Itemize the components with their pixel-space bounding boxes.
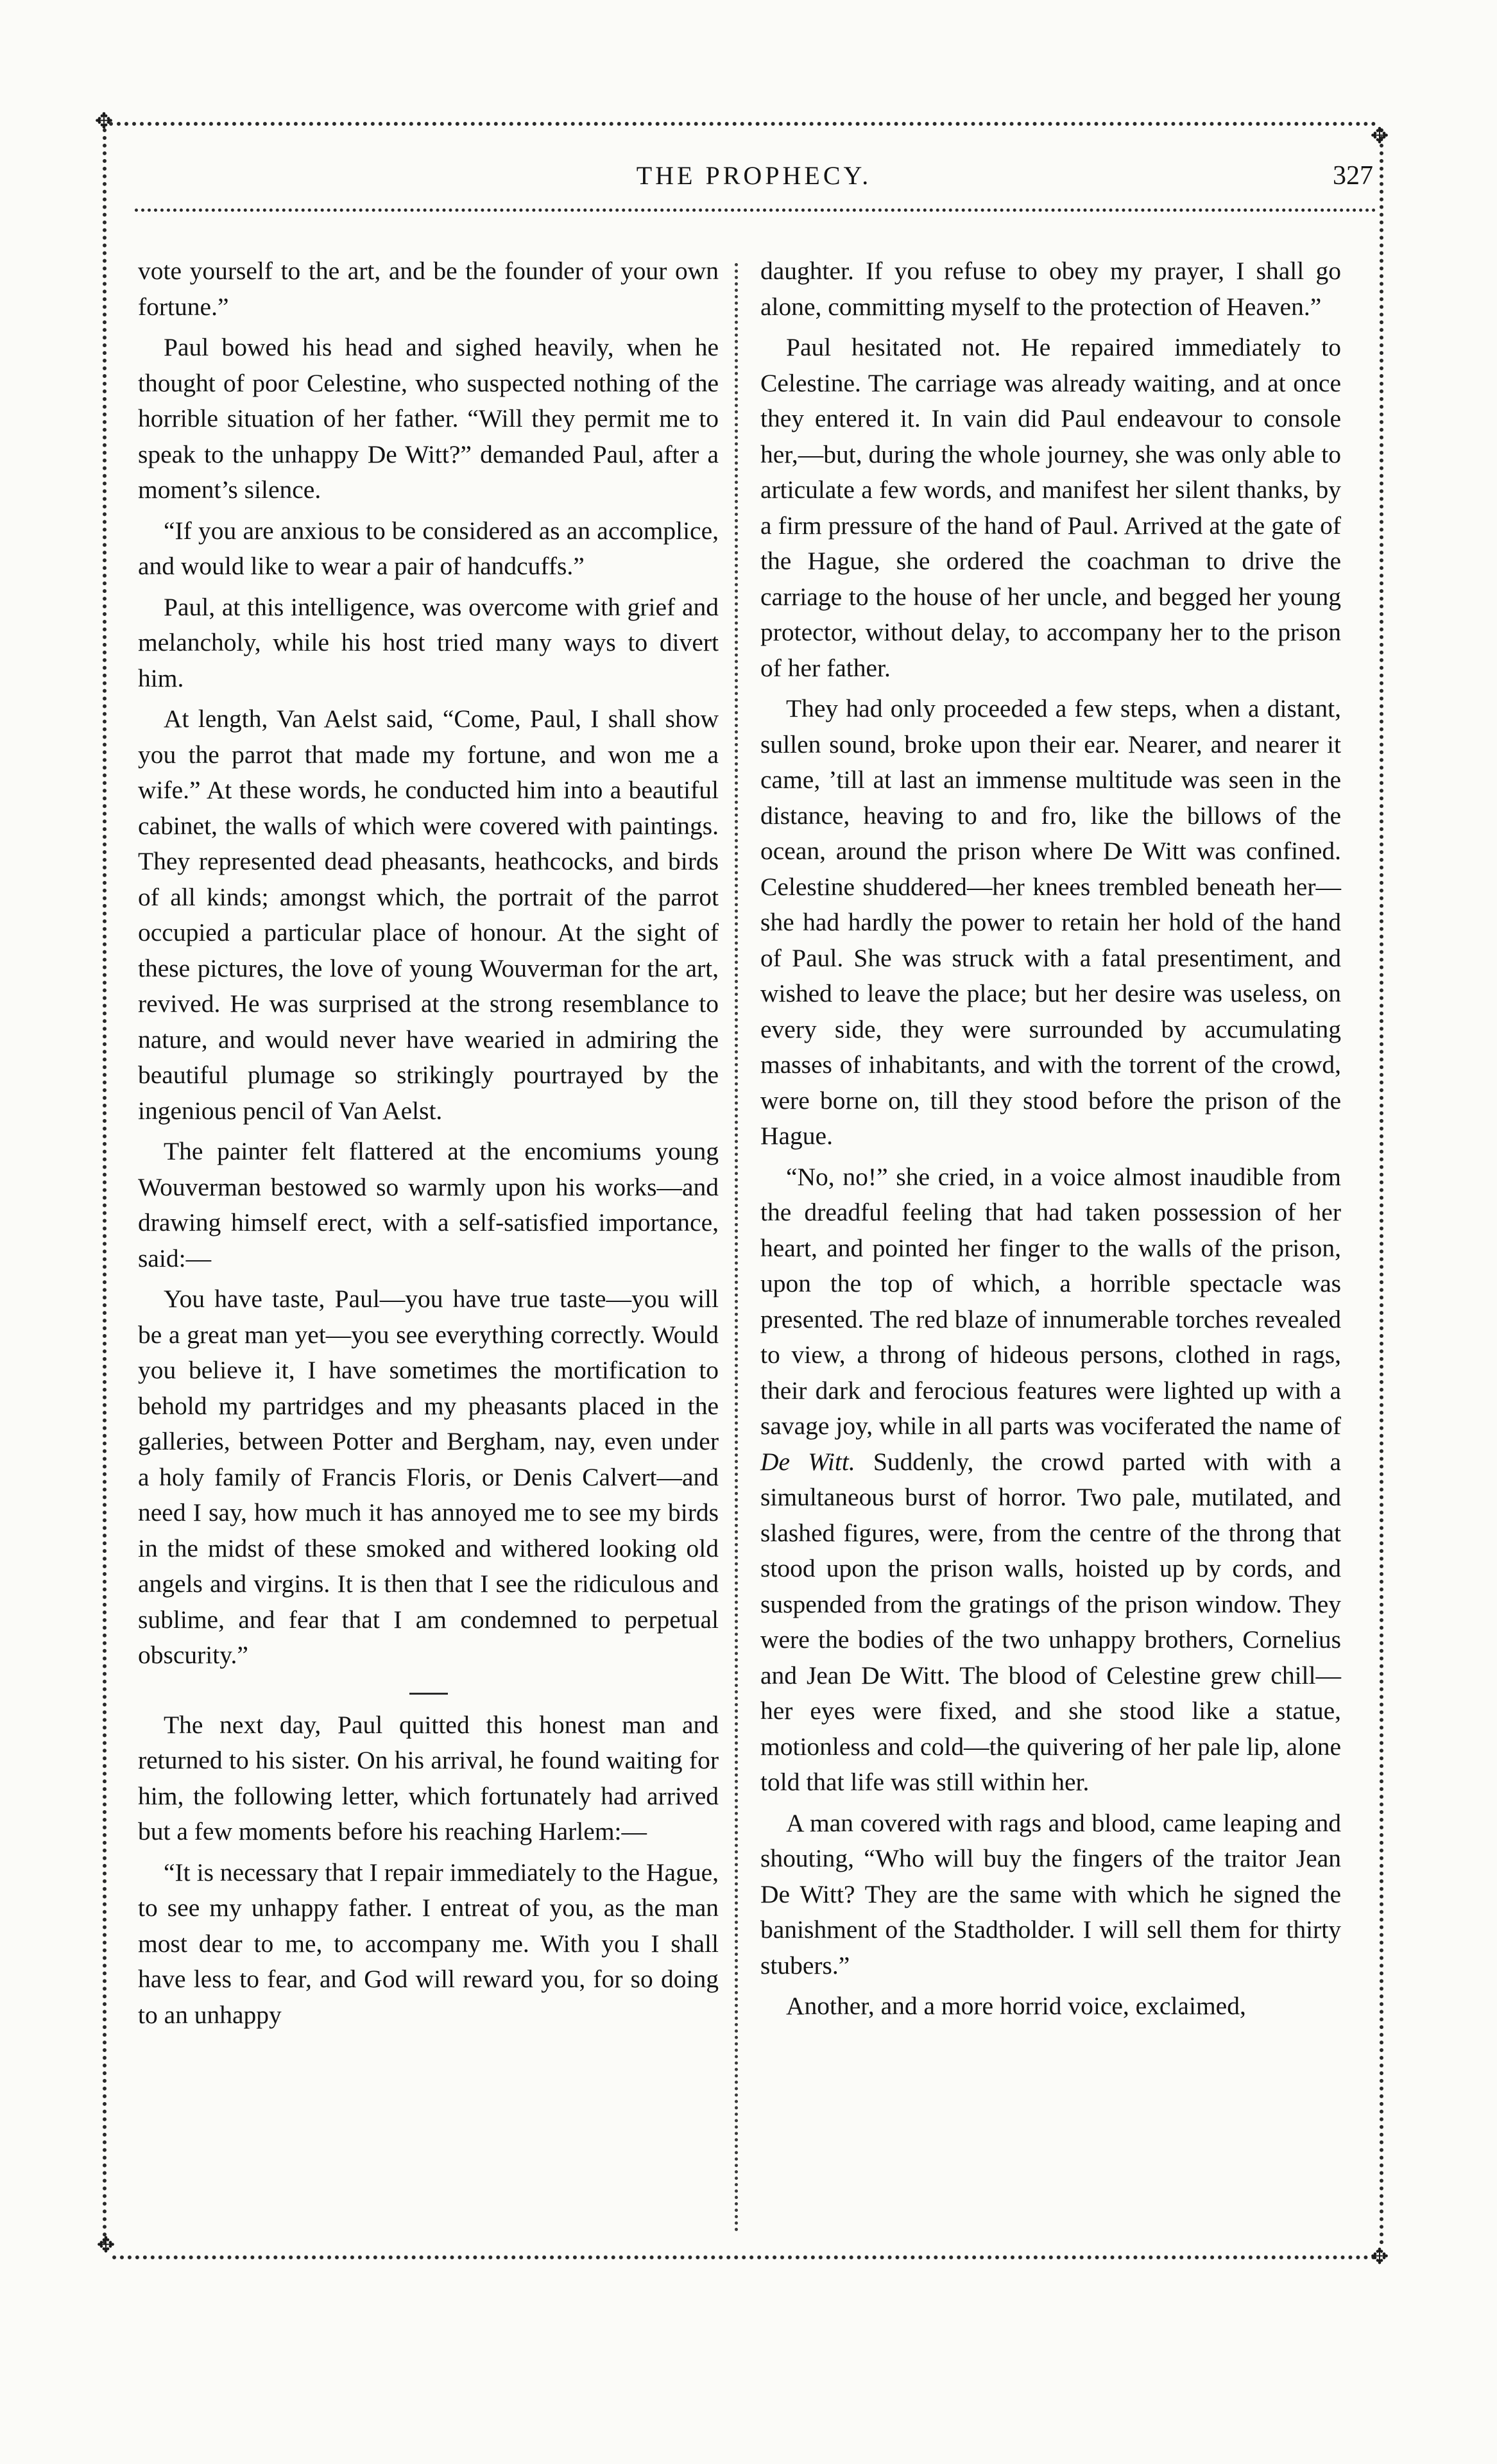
left-border-rule bbox=[103, 128, 107, 2246]
corner-ornament-icon: ✥ bbox=[94, 108, 114, 134]
corner-ornament-icon: ✥ bbox=[1370, 2244, 1389, 2270]
section-separator bbox=[409, 1693, 448, 1695]
paragraph: A man covered with rags and blood, came leaping and shouting, “Who will buy the fingers of the traitor Jean De Witt? They are the same with which he signed the banishment of the Stadtholder. I will sell them for thirty stubers.” bbox=[760, 1808, 1341, 1980]
column-divider bbox=[735, 263, 738, 2233]
paragraph-text: “No, no!” she cried, in a voice almost inaudible from the dreadful feeling that had taken possession of her heart, and pointed her finger to the walls of the prison, upon the top of which, a horrible spectacle was presented. The red blaze of innumerable torches revealed to view, a throng of hideous persons, clothed in rags, their dark and ferocious features were lighted up with a savage joy, while in all parts was vociferated the name of bbox=[760, 1162, 1341, 1440]
paragraph: Another, and a more horrid voice, exclaimed, bbox=[786, 1992, 1246, 2020]
paragraph: Paul, at this intelligence, was overcome with grief and melancholy, while his host tried many ways to divert him. bbox=[138, 592, 719, 692]
paragraph: The next day, Paul quitted this honest man and returned to his sister. On his arrival, he found waiting for him, the following letter, which fortunately had arrived but a few moments before his reaching Harlem:— bbox=[138, 1710, 719, 1845]
paragraph: You have taste, Paul—you have true taste—you will be a great man yet—you see everything correctly. Would you believe it, I have sometimes the mortification to behold my partridges and my pheasants placed in the galleries, between Potter and Bergham, nay, even under a holy family of Francis Floris, or Denis Calvert—and need I say, how much it has annoyed me to see my birds in the midst of these smoked and withered looking old angels and virgins. It is then that I see the ridiculous and sublime, and fear that I am condemned to perpetual obscurity.” bbox=[138, 1285, 719, 1669]
bottom-border-rule bbox=[112, 2255, 1376, 2259]
paragraph: Paul hesitated not. He repaired immediately to Celestine. The carriage was already waiting, and at once they entered it. In vain did Paul endeavour to console her,—but, during the whole journey, she was only able to articulate a few words, and manifest her silent thanks, by a firm pressure of the hand of Paul. Arrived at the gate of the Hague, she ordered the coachman to drive the carriage to the house of her uncle, and begged her young protector, without delay, to accompany her to the prison of her father. bbox=[760, 333, 1341, 682]
page-title: THE PROPHECY. bbox=[636, 161, 872, 190]
paragraph: vote yourself to the art, and be the founder of your own fortune.” bbox=[138, 257, 719, 321]
right-border-rule bbox=[1380, 128, 1383, 2246]
corner-ornament-icon: ✥ bbox=[96, 2232, 115, 2258]
paragraph: The painter felt flattered at the encomiums young Wouverman bestowed so warmly upon his works—and drawing himself erect, with a self-satisfied importance, said:— bbox=[138, 1137, 719, 1272]
letter-paragraph: “It is necessary that I repair immediately to the Hague, to see my unhappy father. I entreat of you, as the man most dear to me, to accompany me. With you I shall have less to fear, and God will reward you, for so doing to an unhappy bbox=[138, 1858, 719, 2029]
paragraph: Paul bowed his head and sighed heavily, when he thought of poor Celestine, who suspected nothing of the horrible situation of her father. “Will they permit me to speak to the unhappy De Witt?” demanded Paul, after a moment’s silence. bbox=[138, 333, 719, 504]
paragraph: “If you are anxious to be considered as an accomplice, and would like to wear a pair of handcuffs.” bbox=[138, 516, 719, 580]
corner-ornament-icon: ✥ bbox=[1370, 123, 1389, 149]
running-head bbox=[128, 160, 1380, 205]
header-rule bbox=[135, 209, 1376, 212]
right-column bbox=[760, 253, 1341, 2030]
left-column bbox=[138, 253, 719, 2038]
paragraph: At length, Van Aelst said, “Come, Paul, I shall show you the parrot that made my fortune, and won me a wife.” At these words, he conducted him into a beautiful cabinet, the walls of which were covered with paintings. They represented dead pheasants, heathcocks, and birds of all kinds; amongst which, the portrait of the parrot occupied a particular place of honour. At the sight of these pictures, the love of young Wouverman for the art, revived. He was surprised at the strong resemblance to nature, and would never have wearied in admiring the beautiful plumage so strikingly pourtrayed by the ingenious pencil of Van Aelst. bbox=[138, 705, 719, 1125]
paragraph bbox=[760, 1159, 1341, 1801]
name-emphasis: De Witt. bbox=[760, 1447, 855, 1476]
paragraph: They had only proceeded a few steps, when a distant, sullen sound, broke upon their ear. Nearer, and nearer it came, ’till at last an immense multitude was seen in the distance, heaving to and fro, like the billows of the ocean, around the prison where De Witt was confined. Celestine shuddered—her knees trembled beneath her—she had hardly the power to retain her hold of the hand of Paul. She was struck with a fatal presentiment, and wished to leave the place; but her desire was useless, on every side, they were surrounded by accumulating masses of inhabitants, and with the torrent of the crowd, were borne on, till they stood before the prison of the Hague. bbox=[760, 694, 1341, 1150]
top-border-rule bbox=[109, 122, 1376, 126]
page-number: 327 bbox=[1333, 161, 1373, 191]
paragraph: daughter. If you refuse to obey my prayer, I shall go alone, committing myself to the protection of Heaven.” bbox=[760, 257, 1341, 321]
paragraph-text: Suddenly, the crowd parted with with a simultaneous burst of horror. Two pale, mutilated, and slashed figures, were, from the centre of the throng that stood upon the prison walls, hoisted up by cords, and suspended from the gratings of the prison window. They were the bodies of the two unhappy brothers, Cornelius and Jean De Witt. The blood of Celestine grew chill—her eyes were fixed, and she stood like a statue, motionless and cold—the quivering of her pale lip, alone told that life was still within her. bbox=[760, 1447, 1341, 1796]
